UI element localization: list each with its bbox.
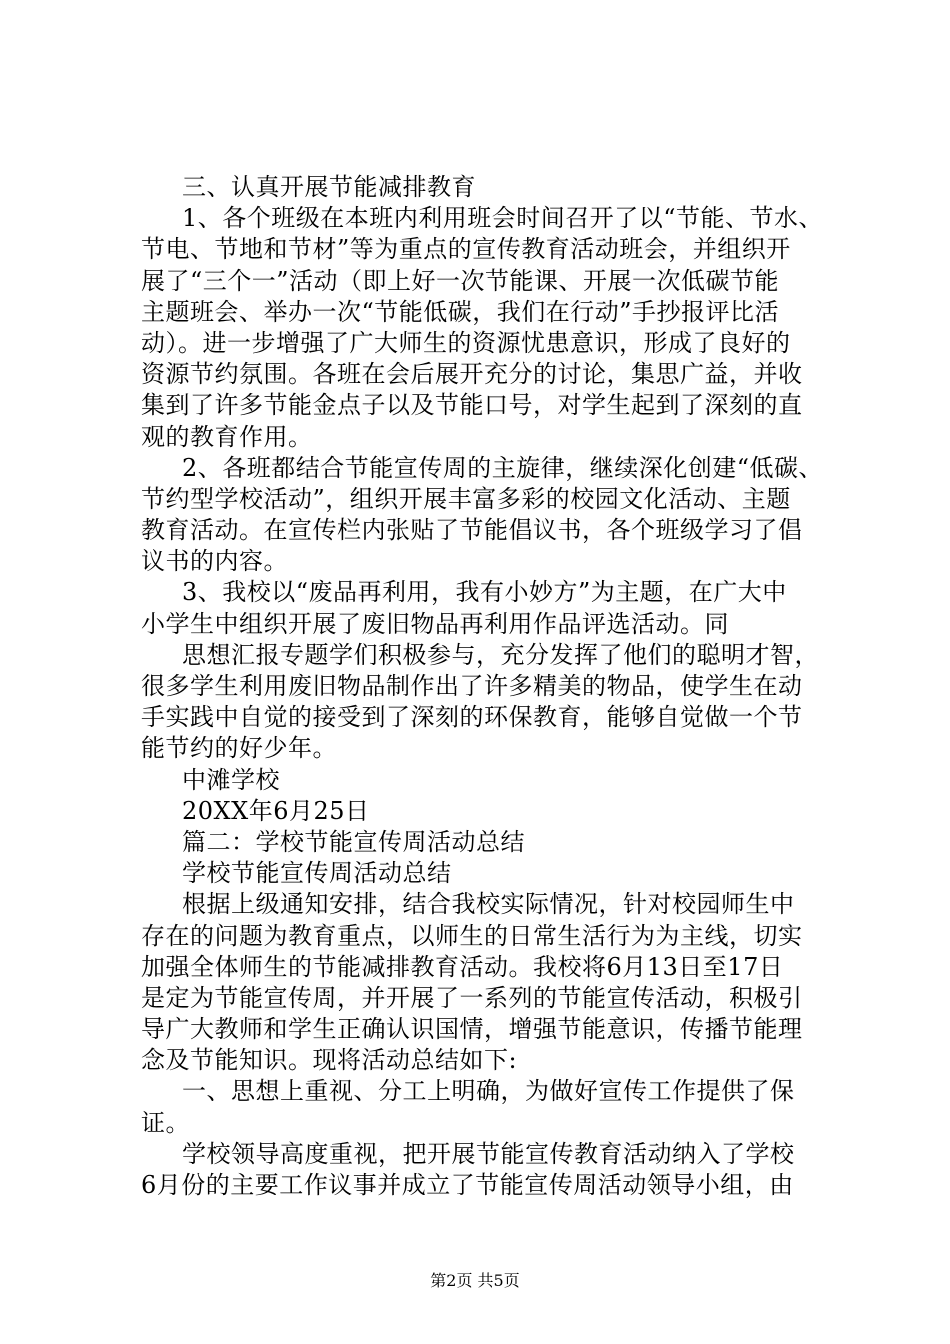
paragraph-line: 能节约的好少年。 xyxy=(141,734,337,763)
paragraph-line: 是定为节能宣传周，并开展了一系列的节能宣传活动，积极引 xyxy=(141,983,803,1012)
paragraph-line: 集到了许多节能金点子以及节能口号，对学生起到了深刻的直 xyxy=(141,391,803,420)
paragraph-line: 动）。进一步增强了广大师生的资源忧患意识，形成了良好的 xyxy=(141,328,791,357)
paragraph-line: 1、各个班级在本班内利用班会时间召开了以“节能、节水、 xyxy=(182,204,824,233)
document-date: 20XX年6月25日 xyxy=(182,796,370,825)
paragraph-line: 加强全体师生的节能减排教育活动。我校将6月13日至17日 xyxy=(141,952,784,981)
paragraph-line: 资源节约氛围。各班在会后展开充分的讨论，集思广益，并收 xyxy=(141,360,803,389)
section-heading: 一、思想上重视、分工上明确，为做好宣传工作提供了保 xyxy=(182,1077,795,1106)
paragraph-line: 根据上级通知安排，结合我校实际情况，针对校园师生中 xyxy=(182,890,795,919)
chapter-title: 学校节能宣传周活动总结 xyxy=(182,859,452,888)
paragraph-line: 小学生中组织开展了废旧物品再利用作品评选活动。同 xyxy=(141,609,729,638)
paragraph-line: 思想汇报专题学们积极参与，充分发挥了他们的聪明才智， xyxy=(182,640,819,669)
paragraph-line: 很多学生利用废旧物品制作出了许多精美的物品，使学生在动 xyxy=(141,672,803,700)
paragraph-line: 2、各班都结合节能宣传周的主旋律，继续深化创建“低碳、 xyxy=(182,453,824,482)
paragraph-line: 手实践中自觉的接受到了深刻的环保教育，能够自觉做一个节 xyxy=(141,703,803,732)
page-footer xyxy=(0,1268,950,1291)
paragraph-line: 节电、节地和节材”等为重点的宣传教育活动班会，并组织开 xyxy=(141,235,791,264)
section-heading: 三、认真开展节能减排教育 xyxy=(182,173,476,201)
paragraph-line: 学校领导高度重视，把开展节能宣传教育活动纳入了学校 xyxy=(182,1139,795,1168)
chapter-heading: 篇二：学校节能宣传周活动总结 xyxy=(182,827,525,856)
paragraph-line: 议书的内容。 xyxy=(141,547,288,576)
paragraph-line: 教育活动。在宣传栏内张贴了节能倡议书，各个班级学习了倡 xyxy=(141,516,803,545)
page-number-label: 第2页 共5页 xyxy=(430,1271,520,1290)
paragraph-line: 3、我校以“废品再利用，我有小妙方”为主题，在广大中 xyxy=(182,578,787,607)
paragraph-line: 存在的问题为教育重点，以师生的日常生活行为为主线，切实 xyxy=(141,921,803,950)
paragraph-line: 展了“三个一”活动（即上好一次节能课、开展一次低碳节能 xyxy=(141,266,780,295)
paragraph-line: 念及节能知识。现将活动总结如下: xyxy=(141,1046,518,1075)
school-signature: 中滩学校 xyxy=(182,765,280,794)
document-body xyxy=(141,172,831,1201)
paragraph-line: 主题班会、举办一次“节能低碳，我们在行动”手抄报评比活 xyxy=(141,297,780,326)
paragraph-line: 证。 xyxy=(141,1108,190,1137)
paragraph-line: 6月份的主要工作议事并成立了节能宣传周活动领导小组，由 xyxy=(141,1171,794,1199)
paragraph-line: 导广大教师和学生正确认识国情，增强节能意识，传播节能理 xyxy=(141,1015,803,1044)
paragraph-line: 节约型学校活动”，组织开展丰富多彩的校园文化活动、主题 xyxy=(141,484,791,513)
paragraph-line: 观的教育作用。 xyxy=(141,422,313,451)
